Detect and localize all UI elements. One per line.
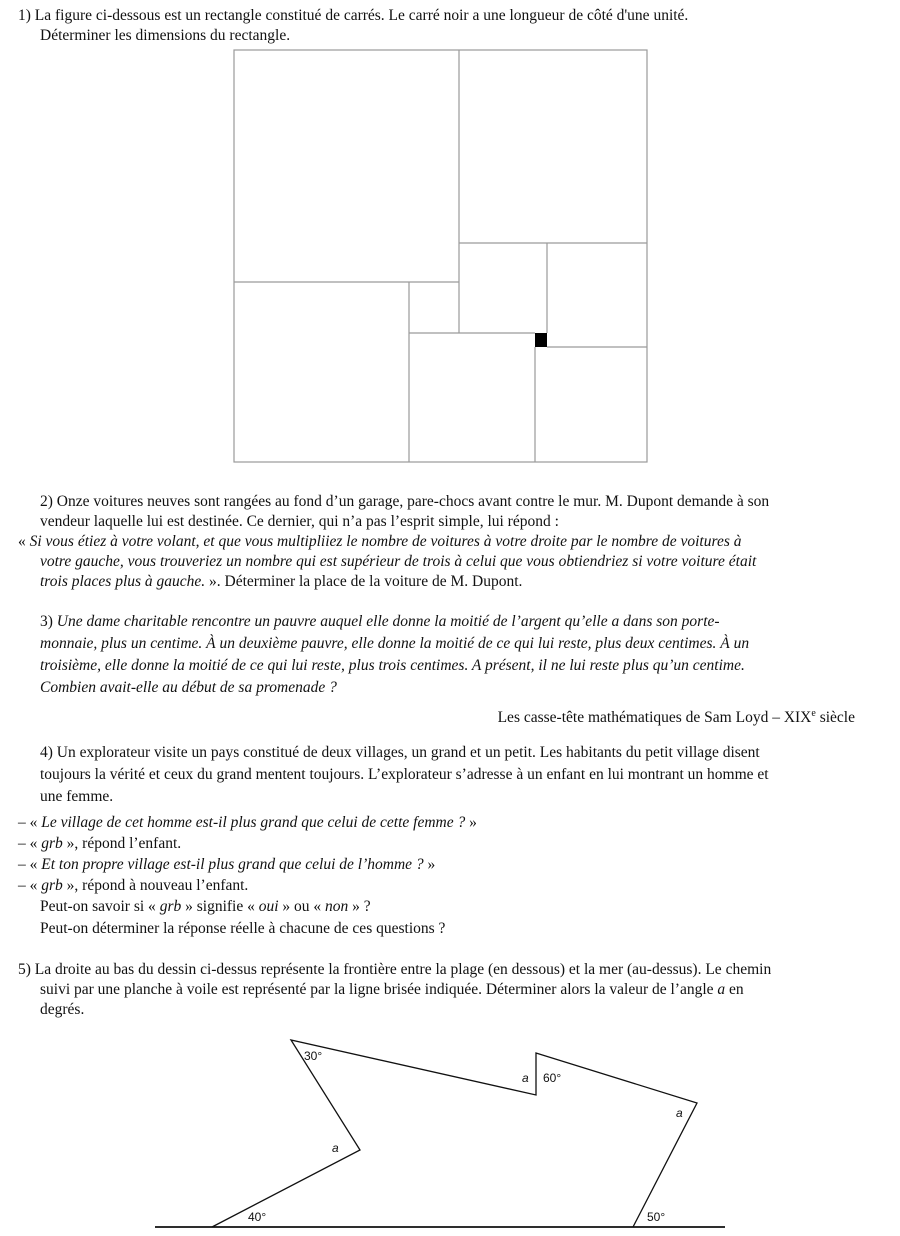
problem2-quote-line1: [18, 532, 741, 552]
problem4-line1: 4) Un explorateur visite un pays constitué de deux villages, un grand et un petit. Les habitants du petit village disent: [40, 744, 760, 761]
problem2-quote-line2: votre gauche, vous trouveriez un nombre qui est supérieur de trois à celui que vous obtiendriez si votre voiture était: [40, 553, 757, 570]
problem2-line2: vendeur laquelle lui est destinée. Ce dernier, qui n’a pas l’esprit simple, lui répond :: [40, 513, 559, 530]
source-end: siècle: [815, 709, 855, 727]
problem2-question: ». Déterminer la place de la voiture de M. Dupont.: [205, 573, 523, 590]
problem1-line1: 1) La figure ci-dessous est un rectangle constitué de carrés. Le carré noir a une longueur de côté d'une unité.: [18, 7, 689, 24]
problem3-line2: monnaie, plus un centime. À un deuxième pauvre, elle donne la moitié de ce qui lui reste, plus deux centimes. À un: [40, 635, 750, 652]
problem3-source: [498, 703, 855, 729]
outer-rectangle: [234, 50, 647, 462]
dialogue-line-1: – « Le village de cet homme est-il plus grand que celui de cette femme ? »: [18, 814, 477, 831]
angle-a-right-label: a: [676, 1106, 683, 1120]
problem4-line3: une femme.: [40, 788, 114, 805]
quote-text-end: trois places plus à gauche.: [40, 573, 206, 590]
problem4-question-1: Peut-on savoir si « grb » signifie « oui » ou « non » ?: [40, 898, 371, 915]
angle-40-label: 40°: [248, 1210, 267, 1224]
dialogue-line-3: – « Et ton propre village est-il plus grand que celui de l’homme ? »: [18, 856, 436, 873]
source-superscript: e: [811, 708, 816, 719]
problem3-line3: troisième, elle donne la moitié de ce qui lui reste, plus trois centimes. A présent, il ne lui reste plus qu’un centime.: [40, 657, 745, 674]
problem3-text: Une dame charitable rencontre un pauvre auquel elle donne la moitié de l’argent qu’elle a dans son porte-: [56, 613, 720, 630]
quote-open-mark: «: [18, 533, 30, 550]
problem1-line2: Déterminer les dimensions du rectangle.: [40, 27, 291, 44]
problem4-line2: toujours la vérité et ceux du grand mentent toujours. L’explorateur s’adresse à un enfant en lui montrant un homme et: [40, 766, 769, 783]
problem2-line1: 2) Onze voitures neuves sont rangées au fond d’un garage, pare-chocs avant contre le mur. M. Dupont demande à son: [40, 493, 770, 510]
black-unit-square: [535, 333, 547, 347]
problem5-line2: suivi par une planche à voile est représenté par la ligne brisée indiquée. Déterminer alors la valeur de l’angle a en: [40, 981, 744, 998]
dialogue-line-4: – « grb », répond à nouveau l’enfant.: [18, 877, 249, 894]
quote-text: Si vous étiez à votre volant, et que vous multipliiez le nombre de voitures à votre droite par le nombre de voitures à: [29, 533, 742, 550]
source-text: Les casse-tête mathématiques de Sam Loyd – XIX: [497, 709, 812, 727]
dialogue-line-2: – « grb », répond l’enfant.: [18, 835, 182, 852]
windsurf-path-figure: [0, 1026, 900, 1236]
problem5-line3: degrés.: [40, 1001, 85, 1018]
problem3-line4: Combien avait-elle au début de sa promenade ?: [40, 679, 337, 696]
problem4-question-2: Peut-on déterminer la réponse réelle à chacune de ces questions ?: [40, 920, 446, 937]
windsurf-broken-line: [212, 1040, 697, 1227]
angle-a-left-label: a: [332, 1141, 339, 1155]
problem5-line1: 5) La droite au bas du dessin ci-dessus représente la frontière entre la plage (en dessous) et la mer (au-dessus). Le chemin: [18, 961, 772, 978]
squares-rectangle-figure: [0, 0, 900, 470]
angle-30-label: 30°: [304, 1049, 323, 1063]
problem3-line1: [40, 611, 720, 633]
angle-60-label: 60°: [543, 1071, 562, 1085]
problem2-quote-line3: [40, 572, 522, 592]
angle-a-mid-label: a: [522, 1071, 529, 1085]
problem3-number: 3): [40, 613, 57, 630]
angle-50-label: 50°: [647, 1210, 666, 1224]
